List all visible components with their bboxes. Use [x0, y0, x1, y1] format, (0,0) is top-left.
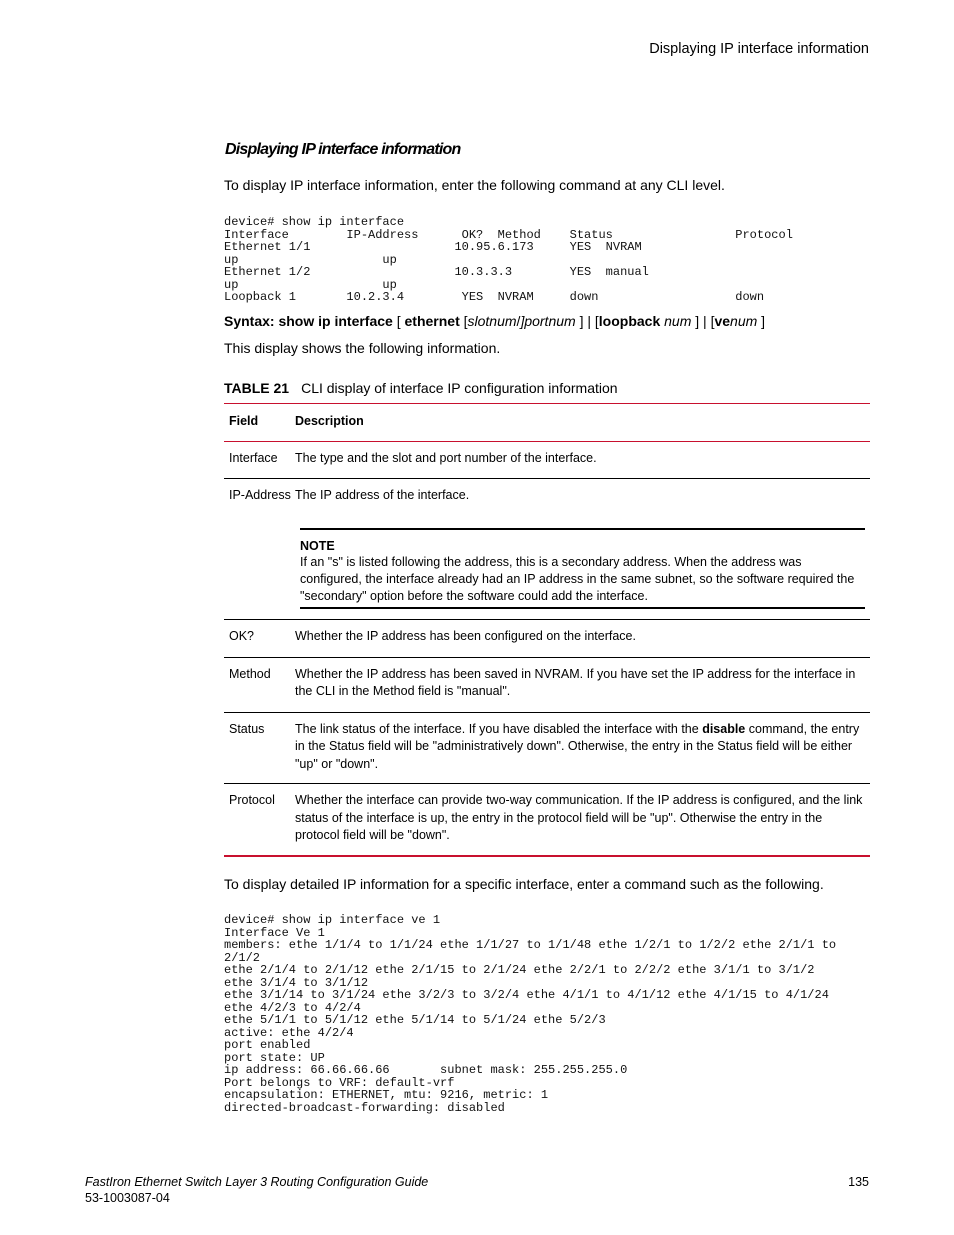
- cli-line: ethe 4/2/3 to 4/2/4: [224, 1000, 361, 1015]
- syntax-keyword-ethernet: ethernet: [404, 313, 460, 329]
- row-field: IP-Address: [229, 488, 291, 502]
- section-title: Displaying IP interface information: [225, 141, 461, 158]
- row-description: Whether the IP address has been saved in NVRAM. If you have set the IP address for the interface in the CLI in the Method field is "manual".: [295, 666, 856, 699]
- syntax-param-portnum: ]portnum: [520, 313, 576, 329]
- running-head: Displaying IP interface information: [649, 41, 869, 57]
- table-header-row: [224, 404, 870, 441]
- cli-line: encapsulation: ETHERNET, mtu: 9216, metric: 1: [224, 1088, 549, 1102]
- footer: [85, 1175, 428, 1206]
- syntax-param-venum: num: [730, 313, 758, 329]
- syntax-text: ] | [: [575, 313, 599, 329]
- cli-line: ethe 3/1/4 to 3/1/12: [224, 975, 369, 990]
- cli-line: Loopback 1 10.2.3.4 YES NVRAM down down: [224, 290, 765, 304]
- cli-line: ethe 3/1/14 to 3/1/24 ethe 3/2/3 to 3/2/4 ethe 4/1/1 to 4/1/12 ethe 4/1/15 to 4/1/24: [224, 988, 829, 1002]
- info-table: [224, 403, 870, 857]
- row-field: Interface: [229, 450, 278, 465]
- cli-line: ip address: 66.66.66.66 subnet mask: 255.255.255.0: [224, 1063, 628, 1077]
- detail-intro-paragraph: To display detailed IP information for a specific interface, enter a command such as the following.: [224, 876, 824, 892]
- table-row: [224, 658, 870, 712]
- row-description: Whether the interface can provide two-way communication. If the IP address is configured, and the link status of the interface is up, the entry in the protocol field will be "up". Otherwise the entry in the protocol field will be "down".: [295, 793, 863, 843]
- table-row: [224, 784, 870, 855]
- cli-output-show-ip-interface-ve: [224, 914, 836, 1114]
- desc-text: command, the entry in the Status field will be "administratively down". Otherwise, the entry in the Status field will be either "up" or "down".: [295, 721, 860, 771]
- footer-doc-title: FastIron Ethernet Switch Layer 3 Routing Configuration Guide: [85, 1175, 429, 1189]
- desc-text: The link status of the interface. If you have disabled the interface with the: [295, 721, 703, 736]
- table-bottom-rule: [224, 855, 870, 857]
- cli-line: Interface IP-Address OK? Method Status Protocol: [224, 227, 793, 242]
- syntax-text: /: [516, 313, 521, 329]
- note-top-rule: [300, 528, 865, 530]
- syntax-text: ] | [: [691, 313, 715, 329]
- cli-line: device# show ip interface ve 1: [224, 913, 441, 927]
- syntax-text: [: [392, 313, 405, 329]
- cli-line: port state: UP: [224, 1050, 325, 1065]
- syntax-line: [224, 313, 765, 329]
- cli-output-show-ip-interface: [224, 216, 793, 304]
- header-field: Field: [229, 414, 259, 428]
- table-row: [224, 713, 870, 784]
- syntax-text: [: [459, 313, 468, 329]
- cli-line: directed-broadcast-forwarding: disabled: [224, 1100, 505, 1115]
- syntax-text: ]: [757, 313, 766, 329]
- row-field: Method: [229, 666, 271, 681]
- header-description: Description: [295, 414, 364, 428]
- note-text: If an "s" is listed following the address, this is a secondary address. When the address was configured, the interface already had an IP address in the same subnet, so the software required the "secondary" option before the software could add the interface.: [300, 554, 855, 604]
- table-caption: [224, 380, 618, 396]
- page-number: 135: [848, 1175, 869, 1189]
- syntax-keyword-ve: ve: [714, 313, 731, 329]
- syntax-label: Syntax: show ip interface: [224, 313, 393, 329]
- cli-line: ethe 2/1/4 to 2/1/12 ethe 2/1/15 to 2/1/24 ethe 2/2/1 to 2/2/2 ethe 3/1/1 to 3/1/2: [224, 963, 815, 977]
- table-row: [224, 620, 870, 657]
- note-title: NOTE: [300, 538, 335, 553]
- table-caption-text: CLI display of interface IP configuration information: [301, 380, 618, 396]
- cli-line: active: ethe 4/2/4: [224, 1025, 354, 1040]
- table-number: TABLE 21: [224, 380, 290, 396]
- desc-keyword: disable: [702, 721, 746, 736]
- syntax-param-num: num: [660, 313, 692, 329]
- cli-line: port enabled: [224, 1038, 311, 1052]
- intro-paragraph: To display IP interface information, enter the following command at any CLI level.: [224, 177, 725, 193]
- cli-line: 2/1/2: [224, 950, 261, 965]
- cli-line: Ethernet 1/2 10.3.3.3 YES manual: [224, 265, 649, 279]
- row-description: The IP address of the interface.: [295, 488, 470, 502]
- note-box: [300, 528, 865, 610]
- table-row: [224, 479, 870, 528]
- cli-line: Ethernet 1/1 10.95.6.173 YES NVRAM: [224, 240, 642, 254]
- footer-doc-number: 53-1003087-04: [85, 1190, 170, 1205]
- table-row: [224, 442, 870, 479]
- syntax-param-slotnum: slotnum: [467, 313, 517, 329]
- row-description: [295, 721, 870, 774]
- cli-line: up up: [224, 277, 397, 292]
- cli-line: Port belongs to VRF: default-vrf: [224, 1075, 455, 1090]
- cli-line: members: ethe 1/1/4 to 1/1/24 ethe 1/1/27 to 1/1/48 ethe 1/2/1 to 1/2/2 ethe 2/1/1 to: [224, 938, 837, 952]
- cli-line: Interface Ve 1: [224, 925, 325, 940]
- syntax-keyword-loopback: loopback: [598, 313, 661, 329]
- row-description: Whether the IP address has been configured on the interface.: [295, 629, 636, 644]
- cli-line: ethe 5/1/1 to 5/1/12 ethe 5/1/14 to 5/1/24 ethe 5/2/3: [224, 1013, 606, 1027]
- row-field: Protocol: [229, 793, 275, 808]
- row-field: Status: [229, 721, 265, 736]
- row-description: The type and the slot and port number of the interface.: [295, 450, 597, 465]
- cli-line: device# show ip interface: [224, 215, 405, 229]
- display-info-paragraph: This display shows the following information.: [224, 340, 501, 356]
- cli-line: up up: [224, 252, 397, 267]
- row-field: OK?: [229, 629, 255, 644]
